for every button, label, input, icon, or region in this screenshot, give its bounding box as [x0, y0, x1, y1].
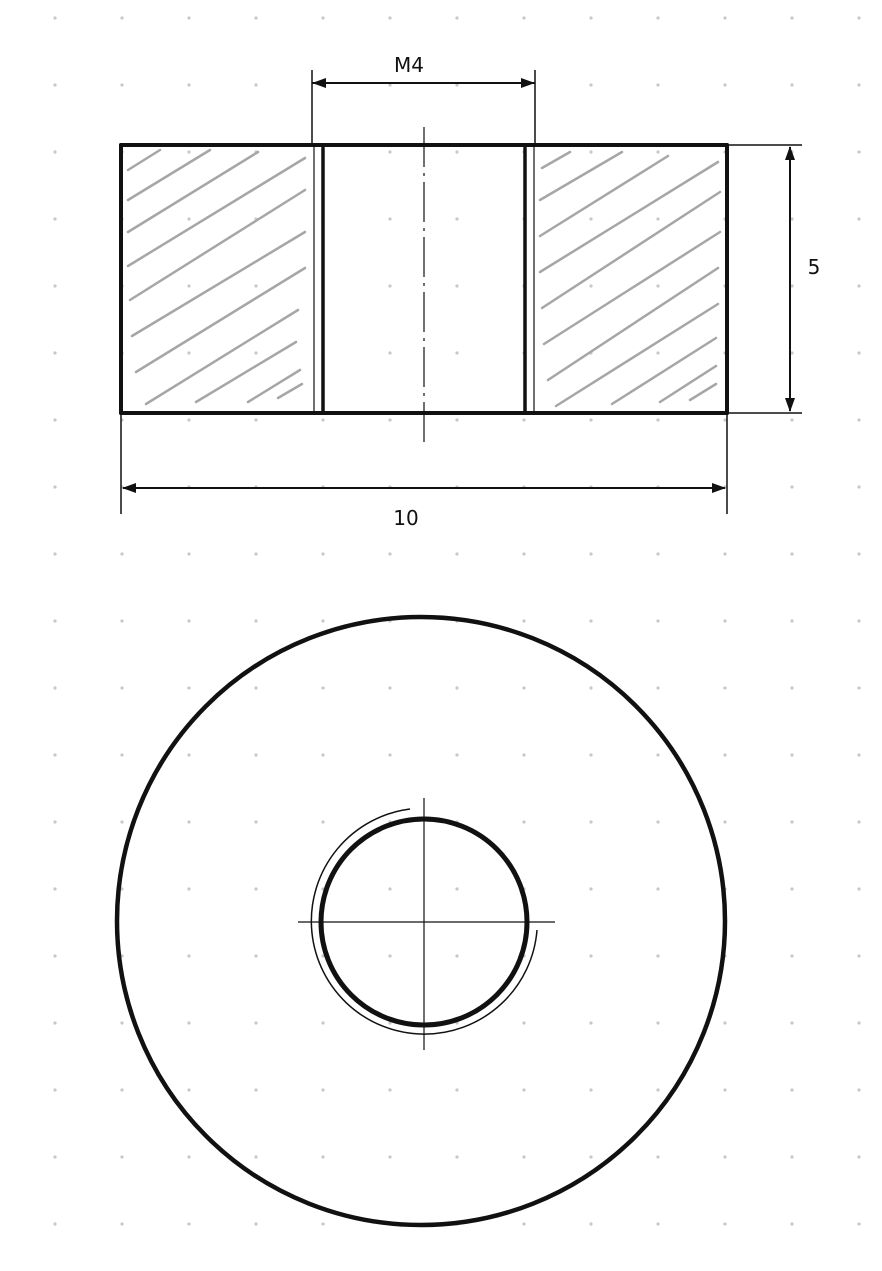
grid-dot	[589, 753, 592, 756]
grid-dot	[254, 1222, 257, 1225]
grid-dot	[455, 418, 458, 421]
section-view	[121, 53, 820, 530]
grid-dot	[589, 150, 592, 153]
grid-dot	[321, 1222, 324, 1225]
grid-dot	[589, 686, 592, 689]
grid-dot	[187, 1222, 190, 1225]
grid-dot	[857, 887, 860, 890]
grid-dot	[589, 284, 592, 287]
grid-dot	[656, 820, 659, 823]
grid-dot	[656, 686, 659, 689]
grid-dot	[254, 753, 257, 756]
grid-dot	[187, 217, 190, 220]
grid-dot	[120, 686, 123, 689]
dimension-m4-label: M4	[394, 53, 424, 77]
dimension-height-label: 5	[807, 255, 821, 279]
grid-dot	[53, 1021, 56, 1024]
grid-dot	[790, 1088, 793, 1091]
grid-dot	[53, 686, 56, 689]
grid-dot	[254, 16, 257, 19]
grid-dot	[388, 753, 391, 756]
grid-dot	[723, 552, 726, 555]
grid-dot	[790, 686, 793, 689]
grid-dot	[857, 1088, 860, 1091]
grid-dot	[321, 820, 324, 823]
grid-dot	[790, 619, 793, 622]
dimension-height	[727, 145, 802, 413]
grid-dot	[53, 1155, 56, 1158]
grid-dot	[656, 16, 659, 19]
grid-dot	[187, 1155, 190, 1158]
grid-dot	[857, 351, 860, 354]
grid-dot	[254, 820, 257, 823]
grid-dot	[254, 351, 257, 354]
grid-dot	[857, 485, 860, 488]
grid-dot	[589, 418, 592, 421]
grid-dot	[455, 351, 458, 354]
grid-dot	[388, 150, 391, 153]
grid-dot	[723, 16, 726, 19]
grid-dot	[455, 753, 458, 756]
grid-dot	[120, 1088, 123, 1091]
grid-dot	[589, 1088, 592, 1091]
grid-dot	[388, 552, 391, 555]
grid-dot	[53, 1222, 56, 1225]
grid-dot	[790, 83, 793, 86]
grid-dot	[388, 686, 391, 689]
grid-dot	[53, 887, 56, 890]
grid-dot	[187, 552, 190, 555]
grid-dot	[53, 954, 56, 957]
grid-dot	[388, 887, 391, 890]
grid-dot	[790, 1222, 793, 1225]
grid-dot	[790, 552, 793, 555]
grid-dot	[321, 418, 324, 421]
grid-dot	[589, 619, 592, 622]
grid-dot	[723, 83, 726, 86]
grid-dot	[656, 83, 659, 86]
grid-dot	[656, 1021, 659, 1024]
grid-dot	[53, 83, 56, 86]
grid-dot	[589, 887, 592, 890]
grid-dot	[254, 887, 257, 890]
grid-dot	[321, 686, 324, 689]
grid-dot	[120, 552, 123, 555]
grid-dot	[522, 1021, 525, 1024]
grid-dot	[656, 619, 659, 622]
grid-dot	[388, 1088, 391, 1091]
grid-dot	[522, 619, 525, 622]
grid-dot	[120, 1021, 123, 1024]
grid-dot	[53, 1088, 56, 1091]
hatching-right	[540, 152, 720, 406]
grid-dot	[723, 753, 726, 756]
grid-dot	[589, 217, 592, 220]
grid-dot	[254, 954, 257, 957]
grid-dot	[187, 83, 190, 86]
grid-dot	[455, 1088, 458, 1091]
grid-dot	[321, 1088, 324, 1091]
grid-dot	[187, 1021, 190, 1024]
grid-dot	[455, 954, 458, 957]
plan-view	[117, 617, 725, 1225]
grid-dot	[120, 16, 123, 19]
grid-dot	[254, 83, 257, 86]
grid-dot	[857, 686, 860, 689]
grid-dot	[388, 16, 391, 19]
grid-dot	[388, 418, 391, 421]
grid-dot	[656, 753, 659, 756]
grid-dot	[254, 418, 257, 421]
grid-dot	[455, 686, 458, 689]
grid-dot	[522, 16, 525, 19]
grid-dot	[120, 619, 123, 622]
grid-dot	[187, 418, 190, 421]
grid-dot	[455, 150, 458, 153]
grid-dot	[857, 820, 860, 823]
dimension-width-label: 10	[393, 506, 419, 530]
grid-dot	[857, 150, 860, 153]
grid-dot	[187, 284, 190, 287]
grid-dot	[53, 753, 56, 756]
grid-dot	[321, 16, 324, 19]
grid-dot	[656, 284, 659, 287]
grid-dot	[187, 753, 190, 756]
grid-dot	[522, 753, 525, 756]
grid-dot	[388, 351, 391, 354]
grid-dot	[455, 887, 458, 890]
grid-dot	[857, 619, 860, 622]
grid-dot	[388, 954, 391, 957]
grid-dot	[120, 1155, 123, 1158]
grid-dot	[656, 150, 659, 153]
grid-dot	[53, 619, 56, 622]
grid-dot	[522, 820, 525, 823]
grid-dot	[589, 1155, 592, 1158]
grid-dot	[723, 686, 726, 689]
grid-dot	[589, 16, 592, 19]
grid-dot	[589, 820, 592, 823]
grid-dot	[53, 418, 56, 421]
grid-dot	[522, 686, 525, 689]
grid-dot	[254, 1088, 257, 1091]
grid-dot	[187, 887, 190, 890]
grid-dot	[321, 753, 324, 756]
grid-dot	[790, 485, 793, 488]
grid-dot	[187, 16, 190, 19]
grid-dot	[321, 1155, 324, 1158]
grid-dot	[656, 351, 659, 354]
grid-dot	[656, 217, 659, 220]
grid-dot	[321, 1021, 324, 1024]
grid-dot	[656, 1088, 659, 1091]
grid-dot	[790, 418, 793, 421]
grid-dot	[723, 1222, 726, 1225]
grid-dot	[857, 552, 860, 555]
grid-dot	[120, 820, 123, 823]
grid-dot	[790, 753, 793, 756]
grid-dot	[857, 753, 860, 756]
grid-dot	[53, 150, 56, 153]
grid-dot	[53, 820, 56, 823]
grid-dot	[187, 686, 190, 689]
grid-dot	[790, 954, 793, 957]
grid-dot	[857, 1222, 860, 1225]
grid-dot	[790, 1155, 793, 1158]
grid-dot	[857, 954, 860, 957]
grid-dot	[455, 217, 458, 220]
grid-dot	[388, 217, 391, 220]
grid-dot	[522, 552, 525, 555]
grid-dot	[656, 887, 659, 890]
grid-dot	[857, 1021, 860, 1024]
grid-dot	[790, 1021, 793, 1024]
grid-dot	[723, 619, 726, 622]
grid-dot	[790, 16, 793, 19]
grid-dot	[321, 552, 324, 555]
grid-dot	[254, 1155, 257, 1158]
grid-dot	[857, 1155, 860, 1158]
grid-dot	[656, 418, 659, 421]
grid-dot	[522, 1155, 525, 1158]
grid-dot	[455, 552, 458, 555]
grid-dot	[120, 83, 123, 86]
hatching-left	[128, 150, 305, 404]
grid-dot	[120, 1222, 123, 1225]
grid-dot	[723, 820, 726, 823]
grid-dot	[254, 619, 257, 622]
grid-dot	[455, 16, 458, 19]
grid-dot	[656, 1155, 659, 1158]
grid-dot	[187, 619, 190, 622]
grid-dot	[53, 552, 56, 555]
grid-dot	[589, 83, 592, 86]
grid-dot	[589, 1222, 592, 1225]
grid-dot	[522, 1222, 525, 1225]
grid-dot	[589, 954, 592, 957]
grid-dot	[187, 820, 190, 823]
grid-dot	[656, 1222, 659, 1225]
grid-dot	[857, 16, 860, 19]
grid-dot	[187, 1088, 190, 1091]
grid-dot	[857, 284, 860, 287]
grid-dot	[254, 284, 257, 287]
grid-dot	[53, 351, 56, 354]
grid-dot	[53, 284, 56, 287]
grid-dot	[857, 217, 860, 220]
grid-dot	[53, 217, 56, 220]
grid-dot	[321, 619, 324, 622]
grid-dot	[656, 954, 659, 957]
grid-dot	[388, 284, 391, 287]
grid-dot	[187, 150, 190, 153]
grid-dot	[522, 1088, 525, 1091]
grid-dot	[723, 1021, 726, 1024]
grid-dot	[254, 686, 257, 689]
grid-dot	[53, 16, 56, 19]
grid-dot	[589, 552, 592, 555]
outer-circle	[117, 617, 725, 1225]
grid-dot	[254, 1021, 257, 1024]
grid-dot	[790, 887, 793, 890]
grid-dot	[455, 1155, 458, 1158]
grid-dot	[790, 820, 793, 823]
grid-dot	[723, 1155, 726, 1158]
grid-dot	[53, 485, 56, 488]
grid-dot	[187, 351, 190, 354]
grid-dot	[187, 954, 190, 957]
grid-dot	[857, 418, 860, 421]
grid-dot	[723, 1088, 726, 1091]
grid-dot	[656, 552, 659, 555]
grid-dot	[254, 552, 257, 555]
grid-dot	[723, 418, 726, 421]
grid-dot	[120, 753, 123, 756]
grid-dot	[455, 284, 458, 287]
grid-dot	[388, 1155, 391, 1158]
grid-dot	[522, 418, 525, 421]
grid-dot	[589, 1021, 592, 1024]
grid-dot	[857, 83, 860, 86]
